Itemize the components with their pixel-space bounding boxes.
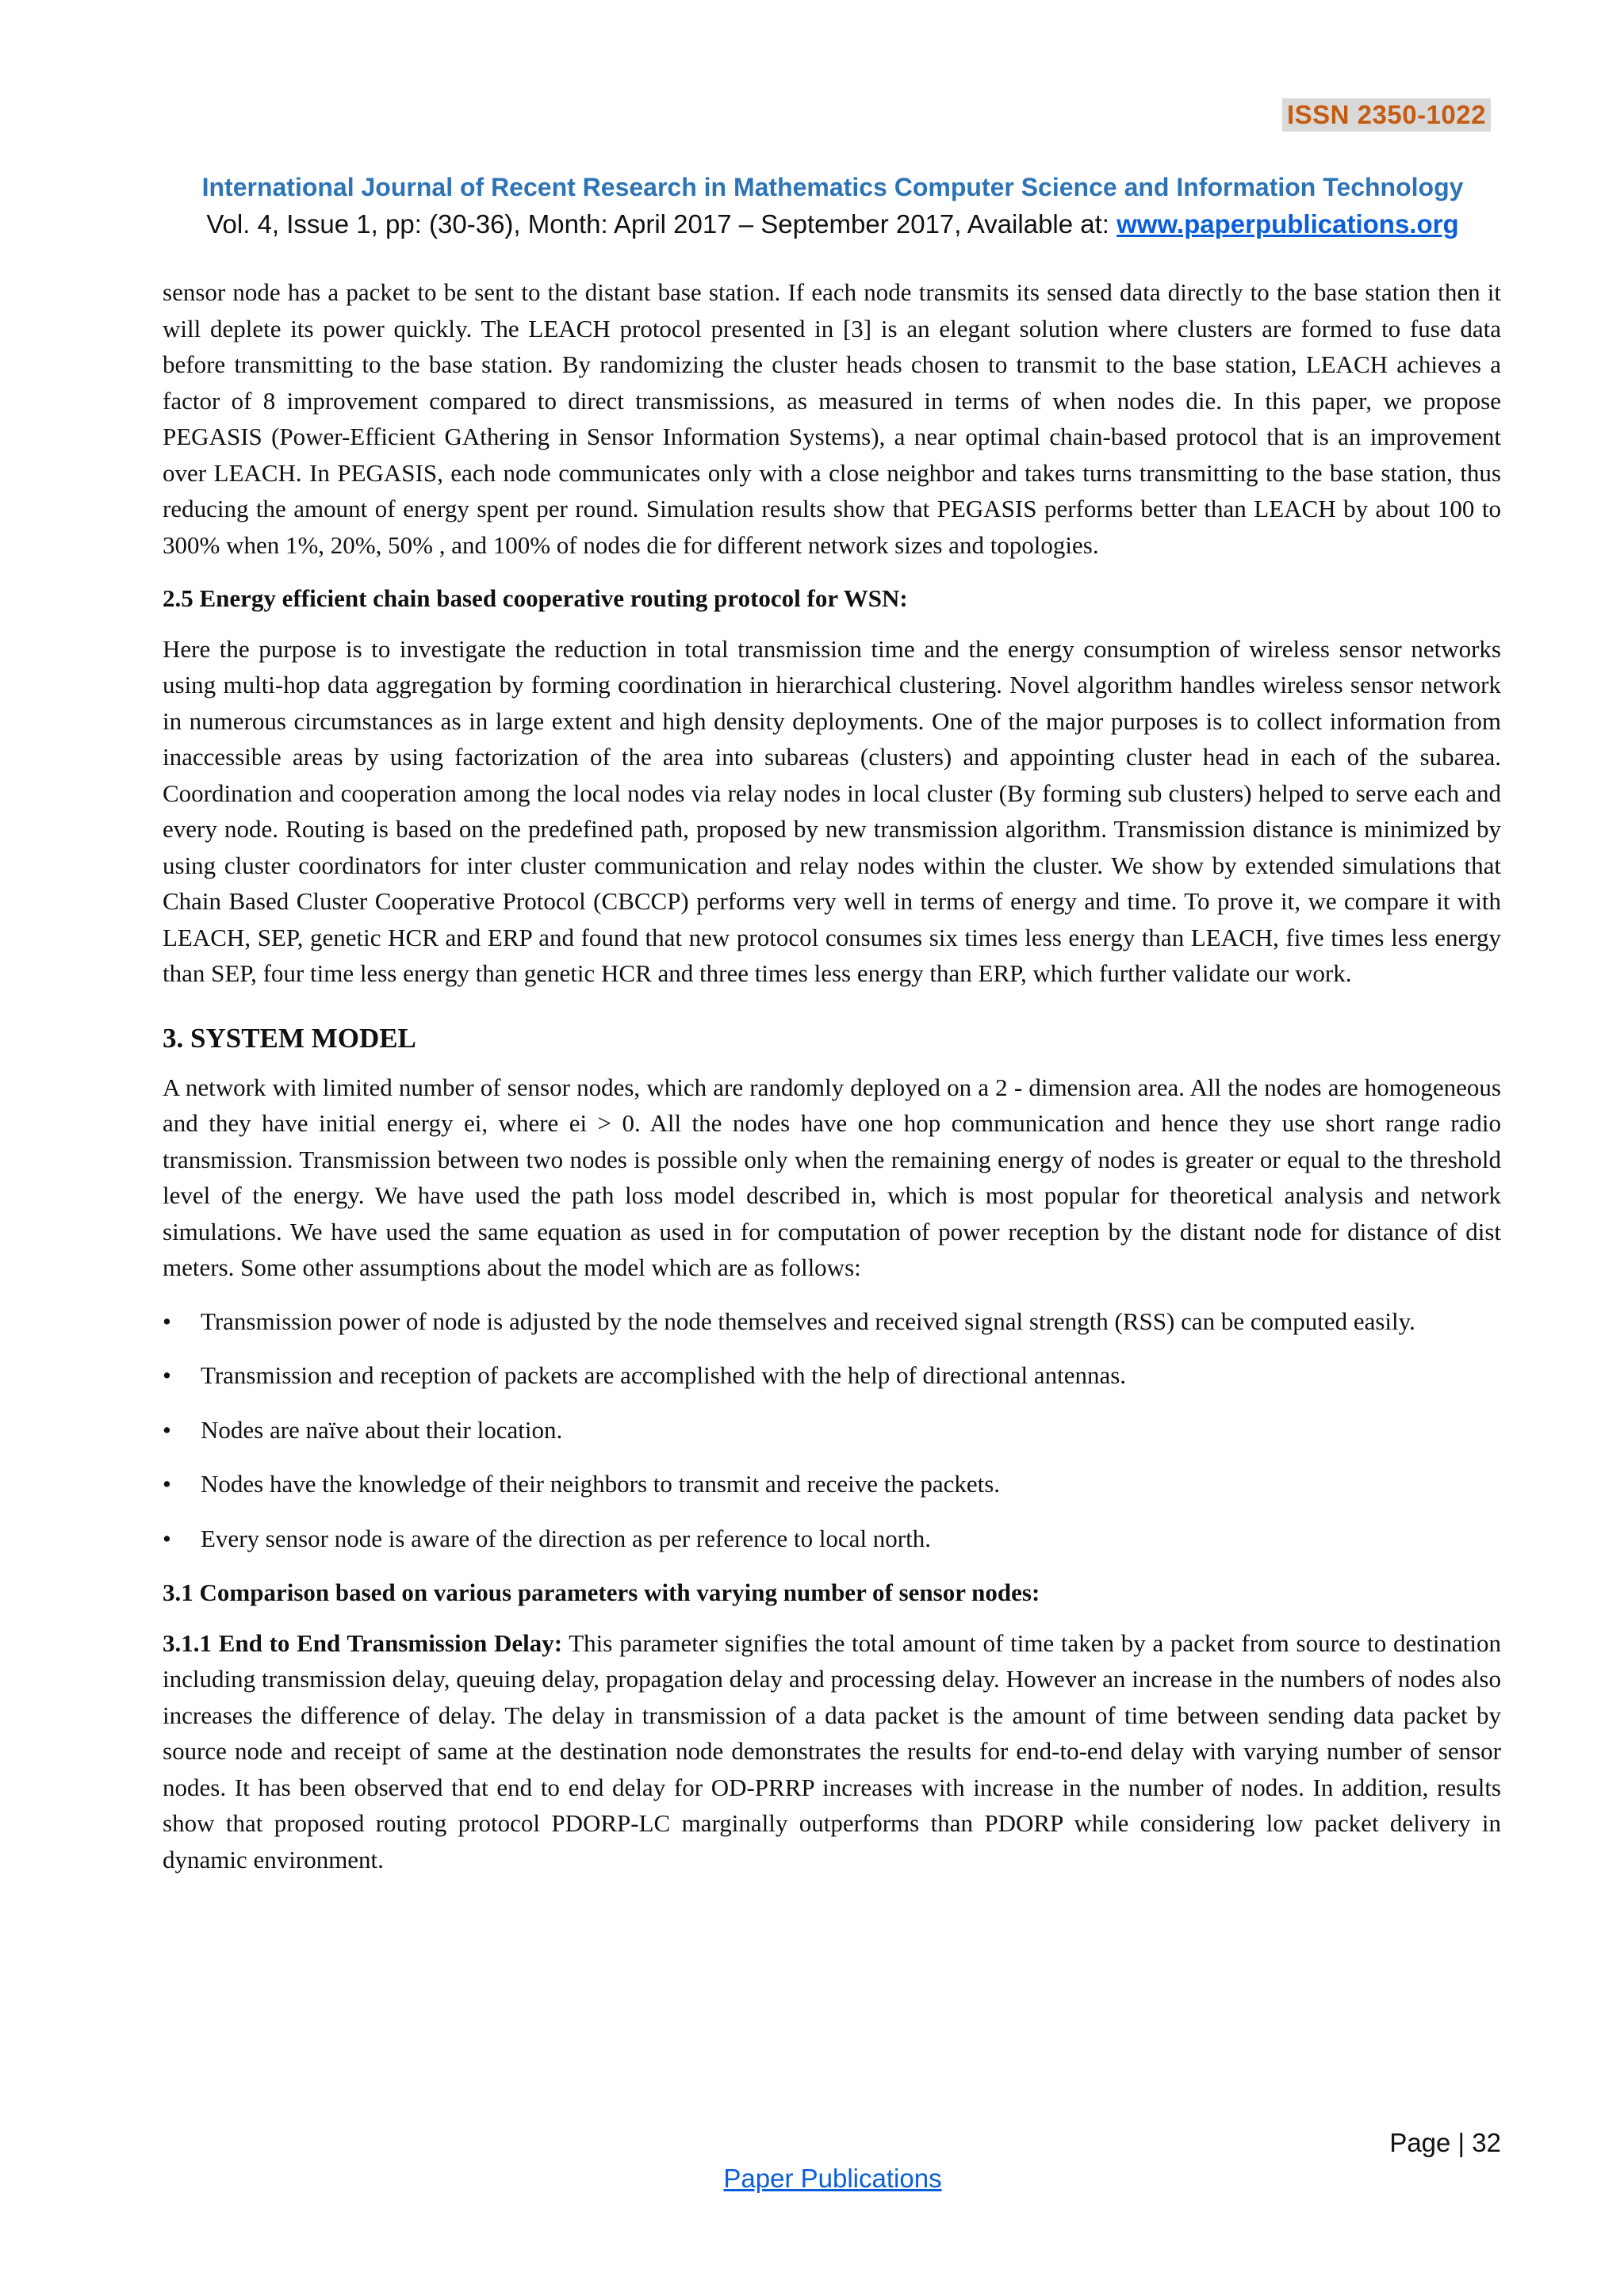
section-3-title: 3. SYSTEM MODEL xyxy=(163,1022,416,1054)
page-number: Page | 32 xyxy=(1389,2128,1501,2157)
journal-volume-info xyxy=(0,209,1624,239)
article-body xyxy=(163,274,1501,1877)
volume-text: Vol. 4, Issue 1, pp: (30-36), Month: April 2017 – September 2017, Available at: xyxy=(206,209,1117,239)
paragraph-3: A network with limited number of sensor nodes, which are randomly deployed on a 2 - dimension area. All the nodes are homogeneous and they have initial energy ei, where ei > 0. All the nodes have one hop communication and hence they use short range radio transmission. Transmission between two nodes is possible only when the remaining energy of nodes is greater or equal to the threshold level of the energy. We have used the path loss model described in, which is most popular for theoretical analysis and network simulations. We have used the same equation as used in for computation of power reception by the distant node for distance of dist meters. Some other assumptions about the model which are as follows: xyxy=(163,1073,1501,1281)
bullet-icon: • xyxy=(163,1524,171,1552)
list-item-text: Nodes have the knowledge of their neighbors to transmit and receive the packets. xyxy=(201,1470,1001,1498)
heading-3-1-1: 3.1.1 End to End Transmission Delay: xyxy=(163,1628,563,1657)
list-item xyxy=(163,1412,1501,1448)
issn-label: ISSN 2350-1022 xyxy=(1282,98,1491,132)
paragraph-3-1-1-text: This parameter signifies the total amount of time taken by a packet from source to destination including transmission delay, queuing delay, propagation delay and processing delay. However an increase in the numbers of nodes also increases the difference of delay. The delay in transmission of a data packet is the amount of time between sending data packet by source node and receipt of same at the destination node demonstrates the results for end-to-end delay with varying number of sensor nodes. It has been observed that end to end delay for OD-PRRP increases with increase in the number of nodes. In addition, results show that proposed routing protocol PDORP-LC marginally outperforms than PDORP while considering low packet delivery in dynamic environment. xyxy=(163,1628,1501,1873)
list-item-text: Every sensor node is aware of the direction as per reference to local north. xyxy=(201,1524,931,1552)
publisher-link[interactable]: Paper Publications xyxy=(723,2164,942,2193)
list-item-text: Transmission power of node is adjusted by the node themselves and received signal strength (RSS) can be computed easily. xyxy=(201,1307,1415,1335)
paragraph-3-1-1 xyxy=(163,1625,1501,1878)
assumptions-list xyxy=(163,1303,1501,1557)
heading-2-5: 2.5 Energy efficient chain based cooperative routing protocol for WSN: xyxy=(163,584,908,612)
intro-paragraph: sensor node has a packet to be sent to the distant base station. If each node transmits its sensed data directly to the base station then it will deplete its power quickly. The LEACH protocol presented in [3] is an elegant solution where clusters are formed to fuse data before transmitting to the base station. By randomizing the cluster heads chosen to transmit to the base station, LEACH achieves a factor of 8 improvement compared to direct transmissions, as measured in terms of when nodes die. In this paper, we propose PEGASIS (Power-Efficient GAthering in Sensor Information Systems), a near optimal chain-based protocol that is an improvement over LEACH. In PEGASIS, each node communicates only with a close neighbor and takes turns transmitting to the base station, thus reducing the amount of energy spent per round. Simulation results show that PEGASIS performs better than LEACH by about 100 to 300% when 1%, 20%, 50% , and 100% of nodes die for different network sizes and topologies. xyxy=(163,278,1501,559)
list-item xyxy=(163,1521,1501,1557)
journal-title: International Journal of Recent Research in Mathematics Computer Science and Information Technology xyxy=(201,173,1464,201)
bullet-icon: • xyxy=(163,1415,171,1444)
bullet-icon: • xyxy=(163,1470,171,1498)
paragraph-2-5: Here the purpose is to investigate the reduction in total transmission time and the energy consumption of wireless sensor networks using multi-hop data aggregation by forming coordination in hierarchical clustering. Novel algorithm handles wireless sensor network in numerous circumstances as in large extent and high density deployments. One of the major purposes is to collect information from inaccessible areas by using factorization of the area into subareas (clusters) and appointing cluster head in each of the subarea. Coordination and cooperation among the local nodes via relay nodes in local cluster (By forming sub clusters) helped to serve each and every node. Routing is based on the predefined path, proposed by new transmission algorithm. Transmission distance is minimized by using cluster coordinators for inter cluster communication and relay nodes within the cluster. We show by extended simulations that Chain Based Cluster Cooperative Protocol (CBCCP) performs very well in terms of energy and time. To prove it, we compare it with LEACH, SEP, genetic HCR and ERP and found that new protocol consumes six times less energy than LEACH, five times less energy than SEP, four time less energy than genetic HCR and three times less energy than ERP, which further validate our work. xyxy=(163,634,1501,987)
list-item-text: Transmission and reception of packets are accomplished with the help of directional antennas. xyxy=(201,1361,1127,1389)
bullet-icon: • xyxy=(163,1361,171,1389)
list-item-text: Nodes are naïve about their location. xyxy=(201,1415,563,1444)
list-item xyxy=(163,1466,1501,1502)
list-item xyxy=(163,1357,1501,1394)
list-item xyxy=(163,1303,1501,1340)
website-link[interactable]: www.paperpublications.org xyxy=(1116,209,1459,239)
bullet-icon: • xyxy=(163,1307,171,1335)
heading-3-1: 3.1 Comparison based on various parameters with varying number of sensor nodes: xyxy=(163,1578,1040,1606)
